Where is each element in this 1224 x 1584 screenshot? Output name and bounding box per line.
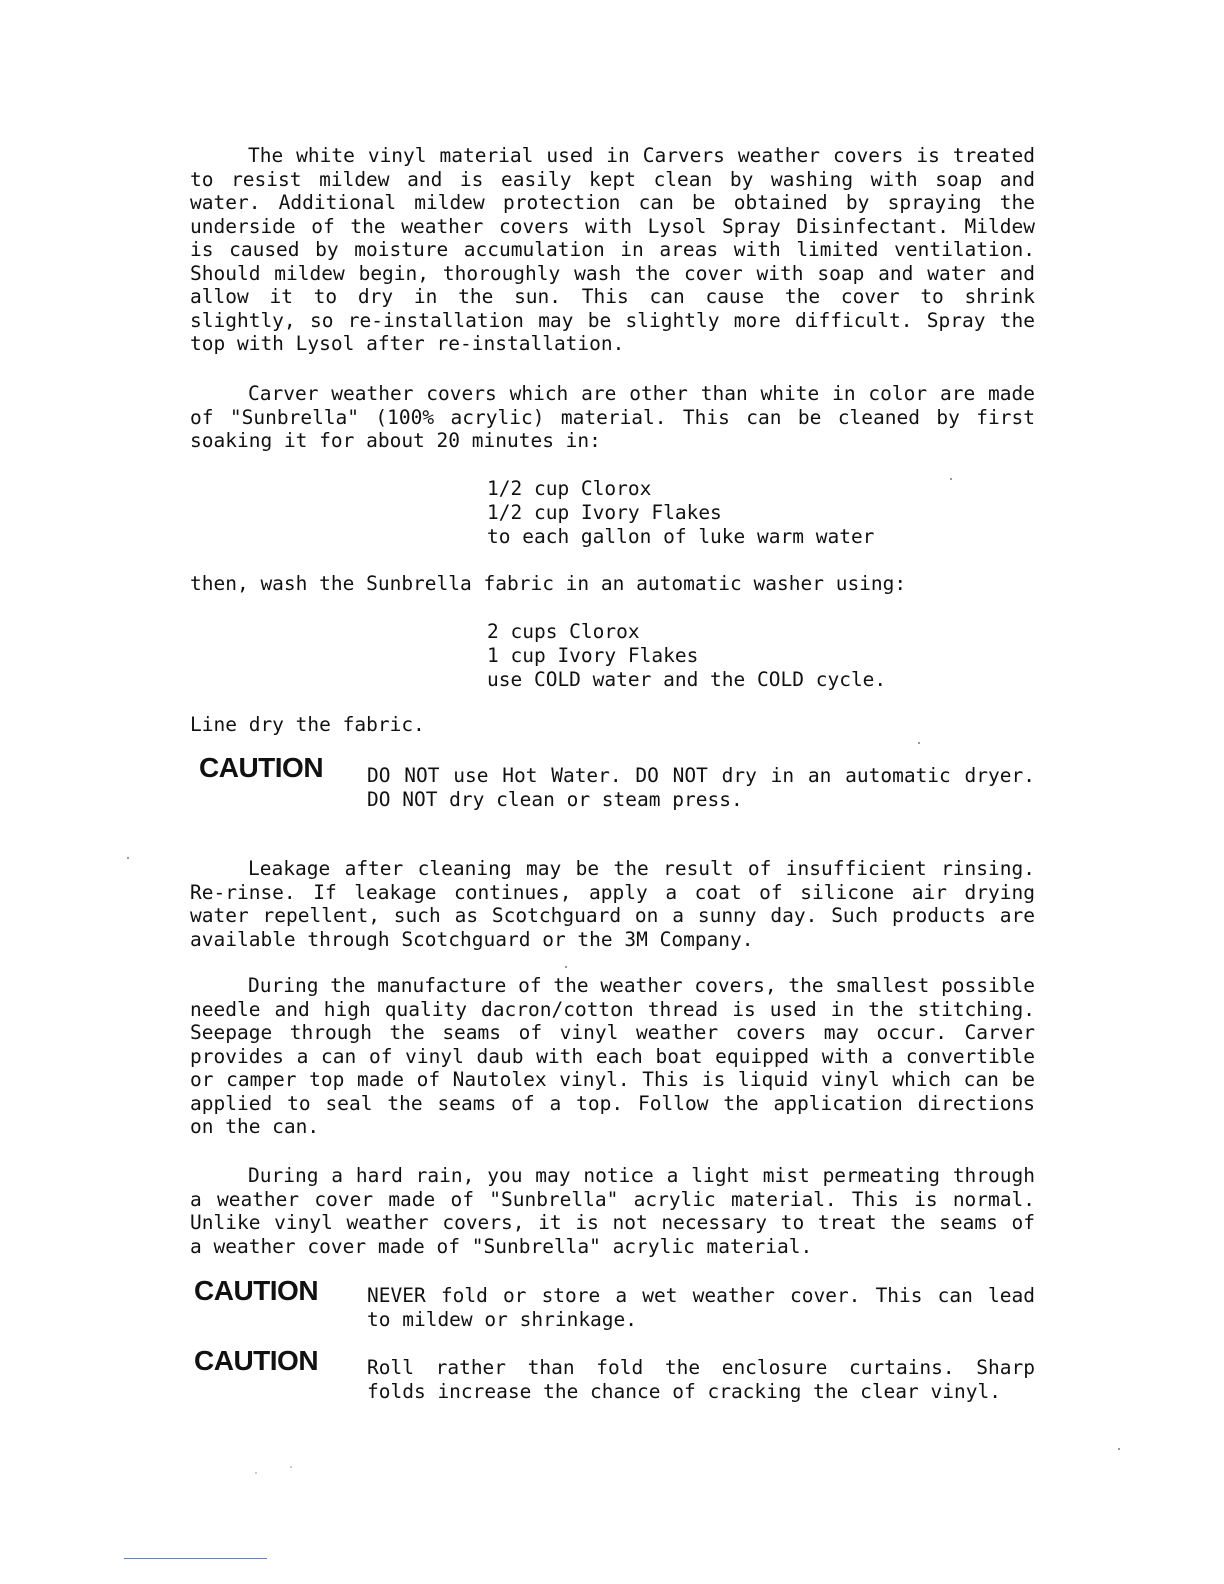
list-item: 1 cup Ivory Flakes — [487, 644, 699, 667]
scan-speck — [950, 478, 952, 480]
scan-speck — [127, 857, 129, 859]
wash-ingredient-list — [487, 620, 886, 692]
footer-rule — [124, 1558, 267, 1559]
list-item: to each gallon of luke warm water — [487, 525, 875, 548]
scan-speck — [918, 742, 920, 744]
dry-instruction-line: Line dry the fabric. — [190, 713, 425, 736]
scan-speck — [565, 966, 567, 968]
scan-speck — [1118, 1448, 1120, 1450]
list-item: 2 cups Clorox — [487, 620, 640, 643]
caution-label: CAUTION — [194, 1275, 319, 1306]
paragraph-sunbrella-care: Carver weather covers which are other than white in color are made of "Sunbrella" (100% acrylic) material. This can be cleaned by first soaking it for about 20 minutes in: — [190, 382, 1035, 452]
caution-text: DO NOT use Hot Water. DO NOT dry in an automatic dryer. DO NOT dry clean or steam press. — [367, 764, 1035, 811]
wash-instruction-line: then, wash the Sunbrella fabric in an automatic washer using: — [190, 572, 907, 595]
list-item: 1/2 cup Ivory Flakes — [487, 501, 722, 524]
list-item: use COLD water and the COLD cycle. — [487, 668, 887, 691]
list-item: 1/2 cup Clorox — [487, 477, 652, 500]
paragraph-seepage: During the manufacture of the weather covers, the smallest possible needle and high quality dacron/cotton thread is used in the stitching. Seepage through the seams of vinyl weather covers may occur. Carver provides a can of vinyl daub with each boat equipped with a convertible or camper top made of Nautolex vinyl. This is liquid vinyl which can be applied to seal the seams of a top. Follow the application directions on the can. — [190, 974, 1035, 1138]
paragraph-vinyl-care: The white vinyl material used in Carvers weather covers is treated to resist mildew and is easily kept clean by washing with soap and water. Additional mildew protection can be obtained by spraying the underside of the weather covers with Lysol Spray Disinfectant. Mildew is caused by moisture accumulation in areas with limited ventilation. Should mildew begin, thoroughly wash the cover with soap and water and allow it to dry in the sun. This can cause the cover to shrink slightly, so re-installation may be slightly more difficult. Spray the top with Lysol after re-installation. — [190, 144, 1035, 355]
scan-speck — [255, 1472, 257, 1474]
soak-ingredient-list — [487, 477, 874, 549]
caution-text: Roll rather than fold the enclosure curtains. Sharp folds increase the chance of cracking the clear vinyl. — [367, 1356, 1035, 1403]
caution-label: CAUTION — [194, 1345, 319, 1376]
paragraph-hard-rain: During a hard rain, you may notice a light mist permeating through a weather cover made of "Sunbrella" acrylic material. This is normal. Unlike vinyl weather covers, it is not necessary to treat the seams of a weather cover made of "Sunbrella" acrylic material. — [190, 1164, 1035, 1258]
caution-label: CAUTION — [199, 752, 324, 783]
scan-speck — [290, 1466, 292, 1468]
paragraph-leakage: Leakage after cleaning may be the result of insufficient rinsing. Re-rinse. If leakage continues, apply a coat of silicone air drying water repellent, such as Scotchguard on a sunny day. Such products are available through Scotchguard or the 3M Company. — [190, 857, 1035, 951]
caution-text: NEVER fold or store a wet weather cover. This can lead to mildew or shrinkage. — [367, 1284, 1035, 1331]
